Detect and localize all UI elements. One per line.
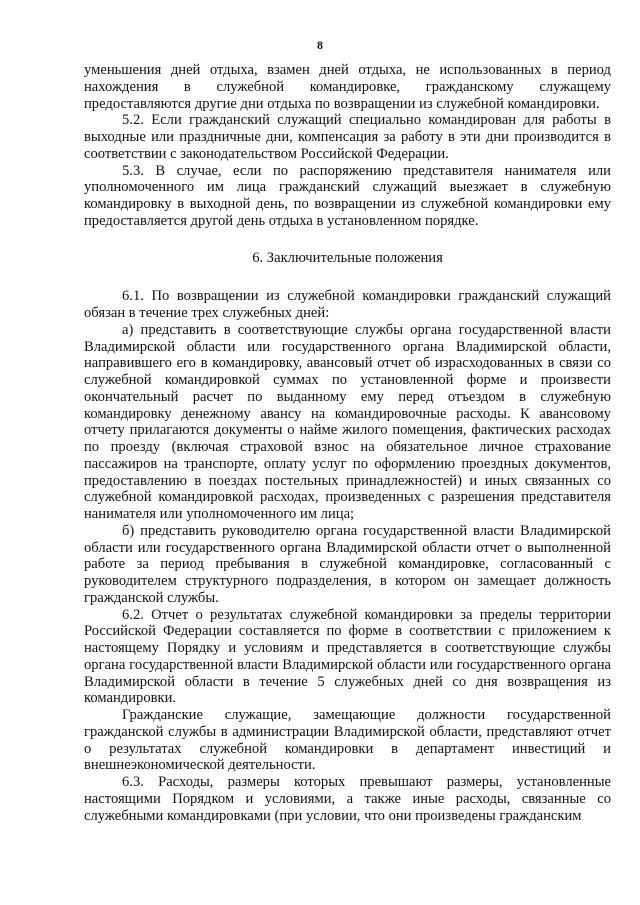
section-heading: 6. Заключительные положения — [252, 249, 443, 266]
paragraph-continuation: уменьшения дней отдыха, взамен дней отдыха, не использованных в период нахождения в служебной командировке, гражданскому служащему предоставляются другие дни отдыха по возвращении из служебной командировки. — [84, 62, 611, 112]
paragraph-6-1: 6.1. По возвращении из служебной командировки гражданский служащий обязан в течение трех служебных дней: — [84, 288, 611, 321]
paragraph-6-1-b: б) представить руководителю органа государственной власти Владимирской области или государственного органа Владимирской области отчет о выполненной работе за период пребывания в служебной командировке, согласованный с руководителем структурного подразделения, в котором он замещает должность гражданской службы. — [84, 522, 611, 606]
paragraph-6-2-civil-servants: Гражданские служащие, замещающие должности государственной гражданской службы в администрации Владимирской области, представляют отчет о результатах служебной командировки в департамент инвестиций и внешнеэкономической деятельности. — [84, 707, 611, 774]
paragraph-6-2: 6.2. Отчет о результатах служебной командировки за пределы территории Российской Федерации составляется по форме в соответствии с приложением к настоящему Порядку и условиям и представляется в соответствующие службы органа государственной власти Владимирской области или государственного органа Владимирской области в течение 5 служебных дней со дня возвращения из командировки. — [84, 606, 611, 707]
paragraph-5-3: 5.3. В случае, если по распоряжению представителя нанимателя или уполномоченного им лица гражданский служащий выезжает в служебную командировку в выходной день, по возвращении из служебной командировки ему предоставляется другой день отдыха в установленном порядке. — [84, 162, 611, 229]
page-number: 8 — [317, 38, 323, 52]
document-body — [84, 62, 611, 824]
paragraph-6-1-a: а) представить в соответствующие службы органа государственной власти Владимирской области или государственного органа Владимирской области, направившего его в командировку, авансовый отчет об израсходованных в связи со служебной командировкой суммах по установленной форме и произвести окончательный расчет по выданному ему перед отъездом в служебную командировку денежному авансу на командировочные расходы. К авансовому отчету прилагаются документы о найме жилого помещения, фактических расходах по проезду (включая страховой взнос на обязательное личное страхование пассажиров на транспорте, оплату услуг по оформлению проездных документов, предоставлению в поездах постельных принадлежностей) и иных связанных со служебной командировкой расходах, произведенных с разрешения представителя нанимателя или уполномоченного им лица; — [84, 321, 611, 522]
paragraph-5-2: 5.2. Если гражданский служащий специально командирован для работы в выходные или праздничные дни, компенсация за работу в эти дни производится в соответствии с законодательством Российской Федерации. — [84, 112, 611, 162]
paragraph-6-3: 6.3. Расходы, размеры которых превышают размеры, установленные настоящими Порядком и условиями, а также иные расходы, связанные со служебными командировками (при условии, что они произведены гражданским — [84, 774, 611, 824]
